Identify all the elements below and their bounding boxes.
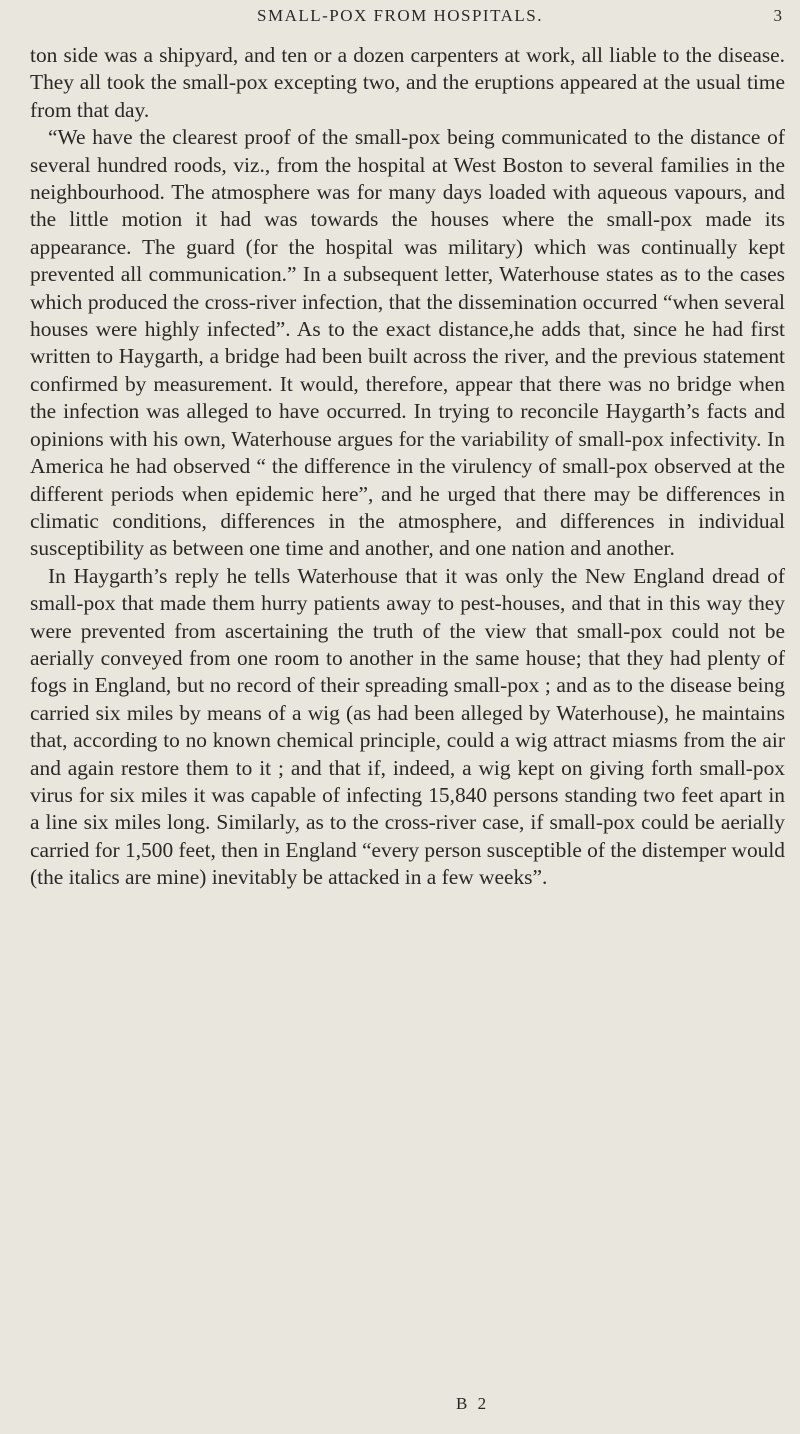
paragraph-1: ton side was a shipyard, and ten or a dozen carpenters at work, all liable to the disease. They all took the small-pox excepting two, and the eruptions appeared at the usual time from that day.: [30, 43, 785, 122]
signature-mark: B 2: [456, 1394, 490, 1413]
page-number: 3: [773, 6, 782, 25]
paragraph-2: “We have the clearest proof of the small-pox being communicated to the distance of several hundred roods, viz., from the hospital at West Boston to several families in the neighbourhood. The atmosphere was for many days loaded with aqueous vapours, and the little motion it had was towards the houses where the small-pox made its appearance. The guard (for the hospital was military) which was continually kept prevented all communication.” In a subsequent letter, Waterhouse states as to the cases which produced the cross-river infection, that the dissemination occurred “when several houses were highly infected”. As to the exact distance,he adds that, since he had first written to Haygarth, a bridge had been built across the river, and the previous statement confirmed by measurement. It would, therefore, appear that there was no bridge when the infection was alleged to have occurred. In trying to reconcile Haygarth’s facts and opinions with his own, Waterhouse argues for the variability of small-pox infectivity. In America he had observed “ the difference in the virulency of small-pox observed at the different periods when epidemic here”, and he urged that there may be differences in climatic conditions, differences in the atmosphere, and differences in individual susceptibility as between one time and another, and one nation and another.: [30, 125, 785, 561]
running-title: SMALL-POX FROM HOSPITALS.: [257, 6, 543, 25]
body-text: [30, 42, 785, 892]
paragraph-3: In Haygarth’s reply he tells Waterhouse that it was only the New England dread of small-pox that made them hurry patients away to pest-houses, and that in this way they were prevented from ascertaining the truth of the view that small-pox could not be aerially conveyed from one room to another in the same house; that they had plenty of fogs in England, but no record of their spreading small-pox ; and as to the disease being carried six miles by means of a wig (as had been alleged by Waterhouse), he maintains that, according to no known chemical principle, could a wig attract miasms from the air and again restore them to it ; and that if, indeed, a wig kept on giving forth small-pox virus for six miles it was capable of infecting 15,840 persons standing two feet apart in a line six miles long. Similarly, as to the cross-river case, if small-pox could be aerially carried for 1,500 feet, then in England “every person susceptible of the distemper would (the italics are mine) inevitably be attacked in a few weeks”.: [30, 563, 785, 890]
page-header: [0, 6, 800, 36]
